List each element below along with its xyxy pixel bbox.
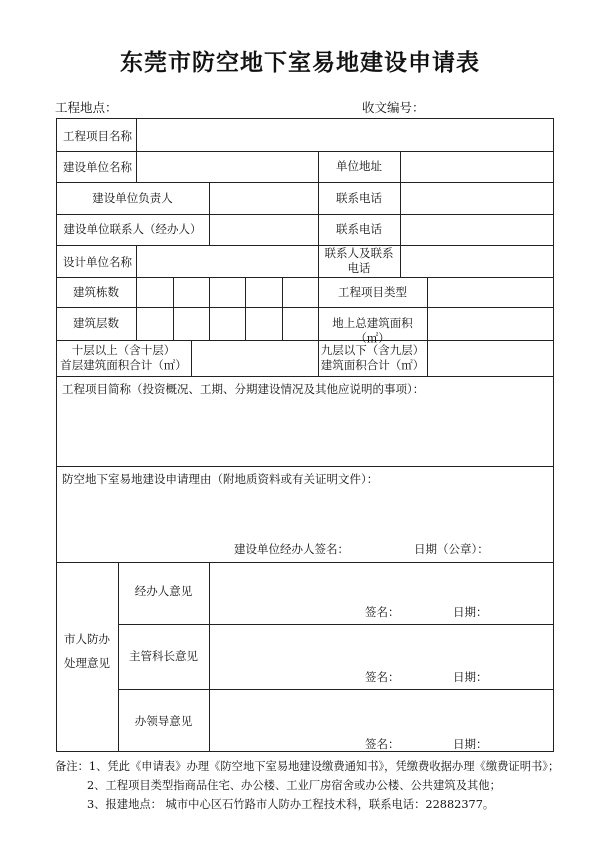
handler-date-label: 日期：	[453, 605, 488, 619]
handler-opinion-label: 经办人意见	[134, 584, 193, 598]
contact-phone-field-1[interactable]	[401, 183, 553, 214]
handler-opinion-field[interactable]	[210, 563, 553, 603]
unit-address-label: 单位地址	[336, 159, 382, 173]
contact-and-phone-field[interactable]	[401, 246, 553, 277]
project-location-label: 工程地点：	[55, 100, 118, 115]
remarks	[55, 757, 559, 814]
builder-name-field[interactable]	[137, 152, 317, 182]
project-type-field[interactable]	[428, 278, 553, 307]
nine-below-area-label	[318, 343, 427, 373]
application-reason-field[interactable]	[57, 488, 553, 538]
above-ground-area-field[interactable]	[428, 308, 553, 340]
remark-3: 3、报建地点： 城市中心区石竹路市人防办工程技术科，联系电话：22882377。	[87, 798, 495, 811]
unit-address-field[interactable]	[401, 152, 553, 182]
building-count-label: 建筑栋数	[73, 285, 119, 299]
builder-name-label: 建设单位名称	[63, 160, 132, 174]
design-unit-label: 设计单位名称	[63, 255, 132, 269]
builder-head-label: 建设单位负责人	[92, 191, 173, 205]
contact-and-phone-label-line1: 联系人及联系	[324, 246, 394, 260]
nine-below-area-field[interactable]	[428, 341, 553, 376]
chief-sign-label: 签名：	[365, 670, 400, 684]
design-unit-field[interactable]	[137, 246, 317, 277]
leader-opinion-field[interactable]	[210, 690, 553, 732]
handler-sign-label: 签名：	[365, 605, 400, 619]
office-opinion-group-label-line2: 处理意见	[64, 656, 110, 670]
contact-and-phone-label-line2: 电话	[347, 261, 371, 275]
application-reason-label: 防空地下室易地建设申请理由（附地质资料或有关证明文件）：	[62, 472, 379, 486]
remark-2: 2、工程项目类型指商品住宅、办公楼、工业厂房宿舍或办公楼、公共建筑及其他；	[87, 779, 501, 792]
leader-date-label: 日期：	[453, 737, 488, 751]
office-opinion-group-label	[56, 627, 118, 675]
agent-signature-label: 建设单位经办人签名：	[234, 542, 349, 556]
project-type-label: 工程项目类型	[338, 285, 407, 299]
contact-phone-field-2[interactable]	[401, 215, 553, 245]
leader-sign-label: 签名：	[365, 737, 400, 751]
project-summary-label: 工程项目简称（投资概况、工期、分期建设情况及其他应说明的事项）：	[62, 382, 425, 396]
agent-date-label: 日期（公章）：	[414, 542, 489, 556]
ten-plus-area-label	[56, 343, 191, 373]
leader-opinion-label: 办领导意见	[134, 714, 193, 728]
project-summary-field[interactable]	[57, 398, 553, 465]
builder-contact-label: 建设单位联系人（经办人）	[63, 222, 202, 236]
office-opinion-group-label-line1: 市人防办	[64, 632, 110, 646]
project-name-field[interactable]	[137, 119, 553, 151]
builder-head-field[interactable]	[210, 183, 317, 214]
contact-and-phone-label	[318, 246, 400, 276]
chief-opinion-field[interactable]	[210, 625, 553, 667]
ten-plus-area-label-line1: 十层以上（含十层）	[71, 343, 176, 357]
chief-opinion-label: 主管科长意见	[129, 649, 198, 663]
remark-1: 备注：1、凭此《申请表》办理《防空地下室易地建设缴费通知书》，凭缴费收据办理《缴费证明书》；	[55, 760, 560, 773]
document-number-label: 收文编号：	[362, 100, 425, 115]
builder-contact-field[interactable]	[210, 215, 317, 245]
contact-phone-label-2: 联系电话	[336, 222, 382, 236]
chief-date-label: 日期：	[453, 670, 488, 684]
ten-plus-area-label-line2: 首层建筑面积合计（㎡）	[60, 358, 187, 372]
project-name-label: 工程项目名称	[63, 129, 132, 143]
floors-label: 建筑层数	[73, 316, 119, 330]
above-ground-area-label: 地上总建筑面积（㎡）	[332, 316, 413, 345]
nine-below-area-label-line1: 九层以下（含九层）	[320, 343, 425, 357]
nine-below-area-label-line2: 建筑面积合计（㎡）	[320, 358, 425, 372]
page-title: 东莞市防空地下室易地建设申请表	[120, 49, 480, 76]
contact-phone-label-1: 联系电话	[336, 191, 382, 205]
ten-plus-area-field[interactable]	[192, 341, 317, 376]
